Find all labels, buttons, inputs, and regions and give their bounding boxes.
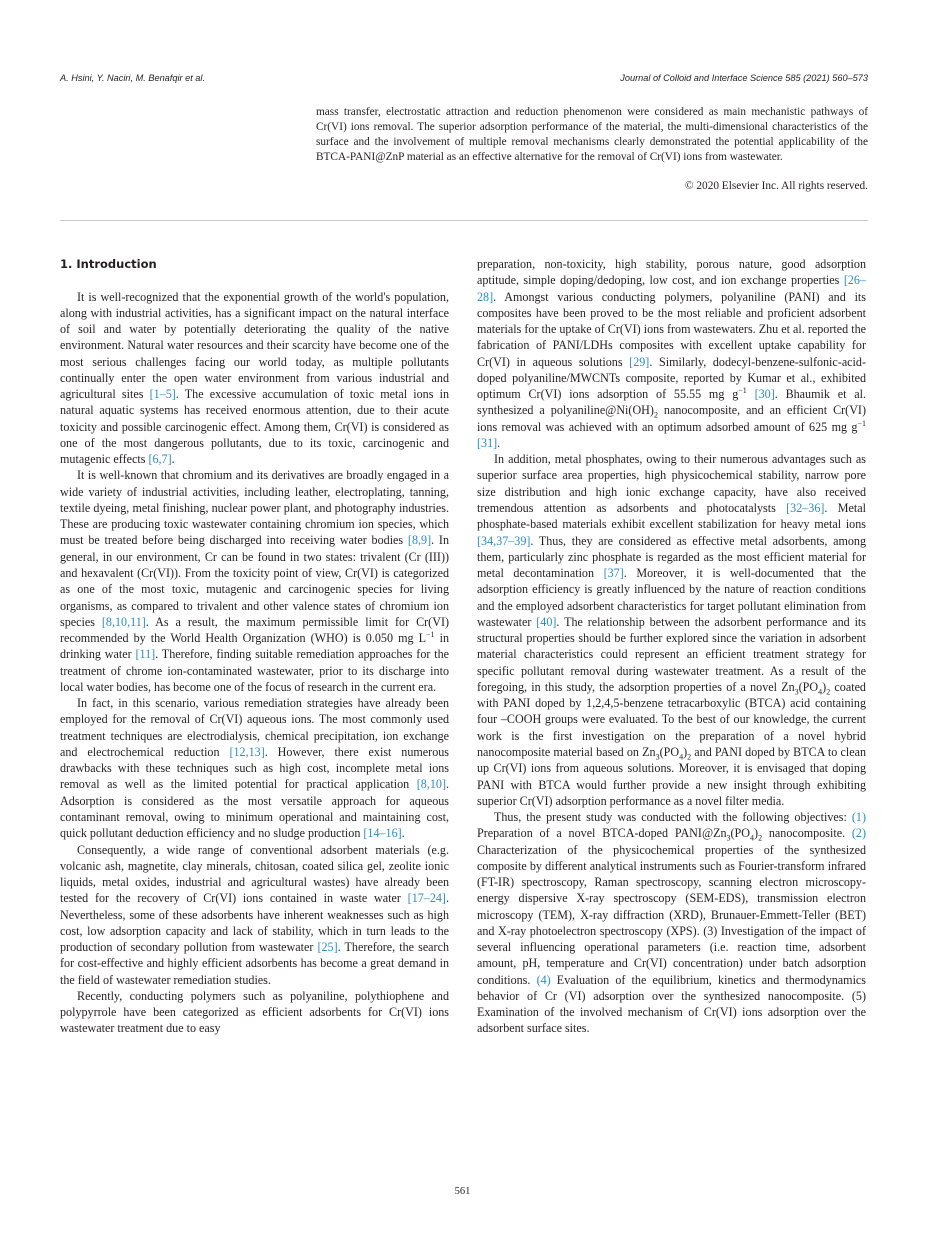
citation-link[interactable]: (2) [851, 826, 866, 841]
subscript: 4 [818, 687, 823, 697]
superscript: −1 [857, 418, 866, 428]
superscript: −1 [426, 630, 435, 640]
citation-link[interactable]: [40] [536, 614, 557, 629]
superscript: −1 [738, 386, 747, 396]
section-heading: 1. Introduction [60, 257, 157, 271]
right-column-body [477, 256, 866, 1037]
paragraph: Thus, the present study was conducted with the following objectives: (1) Preparation of a novel BTCA-doped $PANI@Zn_3(PO_4)_2$ nanocomposite. (2) Characterization of the physicochemical properties of the synthesized composite by different analytical instruments such as Fourier-transform infrared (FT-IR) spectroscopy, Raman spectroscopy, scanning electron microscopy-energy dispersive X-ray spectroscopy (SEM-EDS), transmission electron microscopy (TEM), X-ray diffraction (XRD), Brunauer-Emmett-Teller (BET) and X-ray photoelectron spectroscopy (XPS). (3) Investigation of the impact of several influencing operational parameters (i.e. reaction time, adsorbent amount, pH, temperature and Cr(VI) concentration) under batch adsorption conditions. (4) Evaluation of the equilibrium, kinetics and thermodynamics behavior of Cr (VI) adsorption over the synthesized nanocomposite. (5) Examination of the involved mechanism of Cr(VI) ions adsorption over the adsorbent surface sites. [477, 810, 867, 1036]
citation-link[interactable]: [37] [603, 566, 624, 581]
citation-link[interactable]: [34,37–39] [477, 533, 531, 548]
subscript: 4 [679, 752, 684, 762]
abstract-continuation: mass transfer, electrostatic attraction and reduction phenomenon were considered as main mechanistic pathways of Cr(VI) ions removal. The superior adsorption performance of the material, the multi-dimensional characteristics of the surface and the involvement of multiple removal mechanisms clearly demonstrated the potential applicability of the BTCA-PANI@ZnP material as an effective alternative for the removal of Cr(VI) ions from wastewater. [316, 106, 868, 163]
paragraph: It is well-recognized that the exponential growth of the world's population, along with industrial activities, has a significant impact on the natural interface of soil and water by potentially deteriorating the quality of the native environment. Natural water resources and their scarcity have become one of the most serious challenges facing our world today, as multiple pollutants continually enter the open water environment from various industrial and agricultural sites [1–5]. The excessive accumulation of toxic metal ions in natural aquatic systems has received enormous attention, due to their acute toxicity and possible carcinogenic effect. Among them, Cr(VI) is considered as one of the most dangerous pollutants, due to its toxic, carcinogenic and mutagenic effects [6,7]. [60, 289, 449, 467]
subscript: 3 [794, 687, 799, 697]
left-column [60, 256, 449, 1037]
citation-link[interactable]: [26–28] [477, 273, 866, 304]
paragraph: Recently, conducting polymers such as polyaniline, polythiophene and polypyrrole have been categorized as efficient adsorbents for Cr(VI) ions wastewater treatment due to easy [60, 988, 449, 1036]
running-header-authors: A. Hsini, Y. Naciri, M. Benafqir et al. [60, 73, 206, 83]
subscript: 4 [750, 833, 755, 843]
citation-link[interactable]: [1–5] [149, 387, 176, 402]
citation-link[interactable]: [14–16] [363, 826, 402, 841]
subscript: 2 [653, 410, 658, 420]
citation-link[interactable]: [8,10] [416, 777, 446, 792]
paragraph: Consequently, a wide range of conventional adsorbent materials (e.g. volcanic ash, magnetite, clay minerals, chitosan, coated silica gel, zeolite ionic liquids, metal oxides, industrial and agricultural wastes) have already been tested for the recovery of Cr(VI) ions contained in waste water [17–24]. Nevertheless, some of these adsorbents have inherent weaknesses such as high cost, low adsorption capacity and lack of stability, which in turn leads to the production of secondary pollution from wastewater [25]. Therefore, the search for cost-effective and highly efficient adsorbents has become a great demand in the field of wastewater remediation studies. [60, 842, 449, 987]
page-number: 561 [454, 1186, 471, 1197]
citation-link[interactable]: [17–24] [407, 891, 446, 906]
paragraph: In fact, in this scenario, various remediation strategies have already been employed for the removal of Cr(VI) aqueous ions. The most commonly used treatment techniques are electrodialysis, chemical precipitation, ion exchange and electrochemical reduction [12,13]. However, there exist numerous drawbacks with these techniques such as high cost, incomplete metal ions removal as well as the limited potential for practical application [8,10]. Adsorption is considered as the most versatile approach for aqueous contaminant removal, owing to minimum operational and maintaining cost, quick pollutant deduction efficiency and no sludge production [14–16]. [60, 696, 450, 841]
citation-link[interactable]: [12,13] [229, 744, 265, 759]
copyright-notice: © 2020 Elsevier Inc. All rights reserved. [684, 180, 868, 192]
running-header-journal: Journal of Colloid and Interface Science 585 (2021) 560–573 [620, 73, 868, 83]
citation-link[interactable]: [11] [135, 647, 156, 662]
divider [60, 220, 868, 221]
citation-link[interactable]: (4) [536, 972, 551, 987]
citation-link[interactable]: [6,7] [148, 452, 172, 467]
citation-link[interactable]: [25] [317, 940, 338, 955]
paragraph: In addition, metal phosphates, owing to their numerous advantages such as superior surface area properties, high physicochemical stability, narrow pore size distribution and high ionic exchange capacity, have also received tremendous attention as adsorbents and photocatalysts [32–36]. Metal phosphate-based materials exhibit excellent stabilization for heavy metal ions [34,37–39]. Thus, they are considered as effective metal adsorbents, among them, particularly zinc phosphate is regarded as the most efficient material for metal decontamination [37]. Moreover, it is well-documented that the adsorption efficiency is greatly influenced by the nature of reaction conditions and the employed adsorbent characteristics for target pollutant elimination from wastewater [40]. The relationship between the adsorbent performance and its structural properties should be further explored since the variation in adsorbent material characteristics could represent an efficient treatment strategy for specific pollutant removal during wastewater treatment. As a result of the foregoing, in this study, the adsorption properties of a novel $Zn_3(PO_4)_2$ coated with PANI doped by 1,2,4,5-benzene tetracarboxylic (BTCA) acid containing four –COOH groups were evaluated. To the best of our knowledge, the current work is the first investigation on the preparation of a novel hybrid nanocomposite material based on $Zn_3(PO_4)_2$ and PANI doped by BTCA to clean up Cr(VI) ions from aqueous solutions. Moreover, it is envisaged that doping PANI with BTCA would further provide a new insight through exhibiting superior Cr(VI) adsorption performance as a novel filter media. [477, 452, 867, 808]
citation-link[interactable]: [32–36] [786, 500, 825, 515]
paragraph: It is well-known that chromium and its derivatives are broadly engaged in a wide variety of industrial activities, including leather, electroplating, tanning, textile dyeing, metal finishing, nuclear power plant, and photography industries. These are producing toxic wastewater containing chromium ion species, which must be treated before being discharged into receiving water bodies [8,9]. In general, in our environment, Cr can be found in two states: trivalent (Cr (III)) and hexavalent (Cr(VI)). From the toxicity point of view, Cr(VI) is categorized as one of the most toxic, mutagenic and carcinogenic species for living organisms, as compared to trivalent and other valence states of chromium ion species [8,10,11]. As a result, the maximum permissible limit for Cr(VI) recommended by the World Health Organization (WHO) is 0.050 mg $L^{-1}$ in drinking water [11]. Therefore, finding suitable remediation approaches for the treatment of chrome ion-contaminated wastewater, prior to its discharge into local water bodies, has become one of the focus of research in the current era. [60, 468, 450, 694]
left-column-body [60, 289, 449, 1037]
citation-link[interactable]: [8,9] [407, 533, 432, 548]
paragraph: preparation, non-toxicity, high stability, porous nature, good adsorption aptitude, simple doping/dedoping, low cost, and ion exchange properties [26–28]. Amongst various conducting polymers, polyaniline (PANI) and its composites have been proved to be the most reliable and proficient adsorbent materials for the uptake of Cr(VI) ions from wastewaters. Zhu et al. reported the fabrication of PANI/LDHs composites with excellent uptake capability for Cr(VI) in aqueous solutions [29]. Similarly, dodecyl-benzene-sulfonic-acid-doped polyaniline/MWCNTs composite, reported by Kumar et al., exhibited optimum Cr(VI) ions adsorption of 55.55 mg $g^{-1}$ [30]. Bhaumik et al. synthesized a $polyaniline@Ni(OH)_2$ nanocomposite, and an efficient Cr(VI) ions removal was achieved with an optimum adsorbed amount of 625 mg $g^{-1}$ [31]. [477, 257, 867, 450]
citation-link[interactable]: [31] [477, 435, 498, 450]
citation-link[interactable]: [8,10,11] [101, 614, 146, 629]
right-column [477, 256, 866, 1037]
citation-link[interactable]: [29] [629, 354, 650, 369]
subscript: 3 [655, 752, 660, 762]
subscript: 2 [758, 833, 763, 843]
citation-link[interactable]: (1) [851, 810, 866, 825]
subscript: 2 [687, 752, 692, 762]
subscript: 3 [726, 833, 731, 843]
subscript: 2 [826, 687, 831, 697]
citation-link[interactable]: [30] [754, 387, 775, 402]
